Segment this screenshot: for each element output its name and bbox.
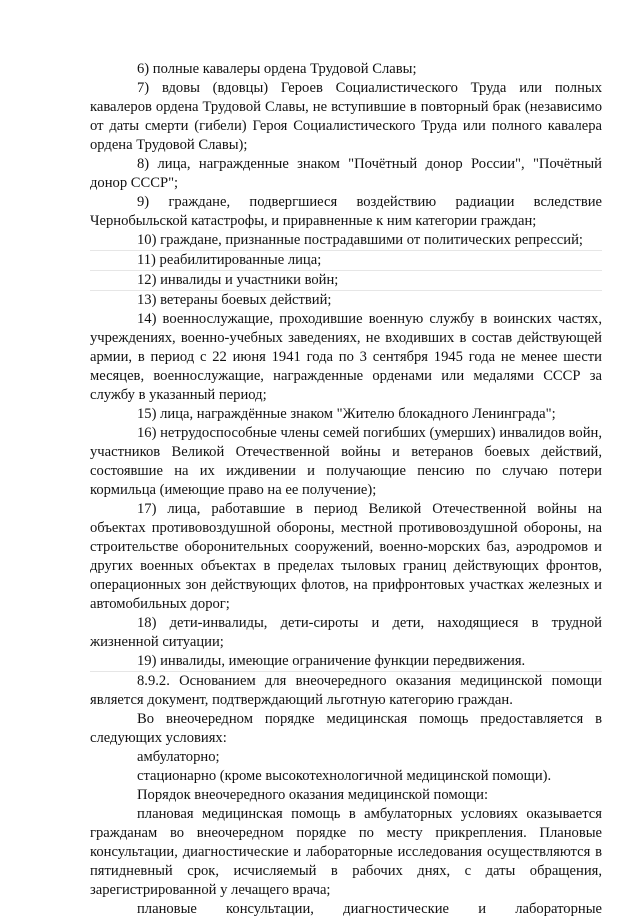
list-item-15: 15) лица, награждённые знаком "Жителю блокадного Ленинграда"; bbox=[137, 406, 556, 422]
list-item-13: 13) ветераны боевых действий; bbox=[137, 292, 332, 308]
procedure-consultations: плановые консультации, диагностические и лабораторные bbox=[137, 901, 602, 917]
list-item-6: 6) полные кавалеры ордена Трудовой Славы; bbox=[137, 61, 417, 77]
list-item-12: 12) инвалиды и участники войн; bbox=[90, 271, 602, 291]
list-item-19: 19) инвалиды, имеющие ограничение функции передвижения. bbox=[90, 652, 602, 672]
condition-outpatient: амбулаторно; bbox=[137, 749, 220, 765]
list-item-11: 11) реабилитированные лица; bbox=[90, 251, 602, 271]
list-item-9: 9) граждане, подвергшиеся воздействию радиации вследствие Чернобыльской катастрофы, и приравненные к ним категории граждан; bbox=[90, 194, 602, 229]
procedure-heading: Порядок внеочередного оказания медицинской помощи: bbox=[137, 787, 488, 803]
condition-inpatient: стационарно (кроме высокотехнологичной медицинской помощи). bbox=[137, 768, 552, 784]
list-item-17: 17) лица, работавшие в период Великой Отечественной войны на объектах противовоздушной обороны, местной противовоздушной обороны, на строительстве оборонительных сооружений, военно-морских баз, аэродромов и других военных объектах в пределах тыловых границ действующих фронтов, операционных зон действующих флотов, на прифронтовых участках железных и автомобильных дорог; bbox=[90, 501, 602, 612]
list-item-8: 8) лица, награжденные знаком "Почётный донор России", "Почётный донор СССР"; bbox=[90, 156, 602, 191]
list-item-7: 7) вдовы (вдовцы) Героев Социалистического Труда или полных кавалеров ордена Трудовой Славы, не вступившие в повторный брак (независимо от даты смерти (гибели) Героя Социалистического Труда или полного кавалера ордена Трудовой Славы); bbox=[90, 80, 602, 153]
section-8-9-2-basis: 8.9.2. Основанием для внеочередного оказания медицинской помощи является документ, подтверждающий льготную категорию граждан. bbox=[90, 673, 602, 708]
list-item-16: 16) нетрудоспособные члены семей погибших (умерших) инвалидов войн, участников Великой Отечественной войны и ветеранов боевых действий, состоявшие на их иждивении и получающие пенсию по случаю потери кормильца (имеющие право на ее получение); bbox=[90, 425, 602, 498]
list-item-14: 14) военнослужащие, проходившие военную службу в воинских частях, учреждениях, военно-учебных заведениях, не входивших в состав действующей армии, в период с 22 июня 1941 года по 3 сентября 1945 года не менее шести месяцев, военнослужащие, награжденные орденами или медалями СССР за службу в указанный период; bbox=[90, 311, 602, 403]
procedure-outpatient-care: плановая медицинская помощь в амбулаторных условиях оказывается гражданам во внеочередном порядке по месту прикрепления. Плановые консультации, диагностические и лабораторные исследования осуществляются в пятидневный срок, исчисляемый в рабочих днях, с даты обращения, зарегистрированной у лечащего врача; bbox=[90, 806, 602, 898]
conditions-intro: Во внеочередном порядке медицинская помощь предоставляется в следующих условиях: bbox=[90, 711, 602, 746]
list-item-10: 10) граждане, признанные пострадавшими от политических репрессий; bbox=[90, 231, 602, 251]
list-item-18: 18) дети-инвалиды, дети-сироты и дети, находящиеся в трудной жизненной ситуации; bbox=[90, 615, 602, 650]
